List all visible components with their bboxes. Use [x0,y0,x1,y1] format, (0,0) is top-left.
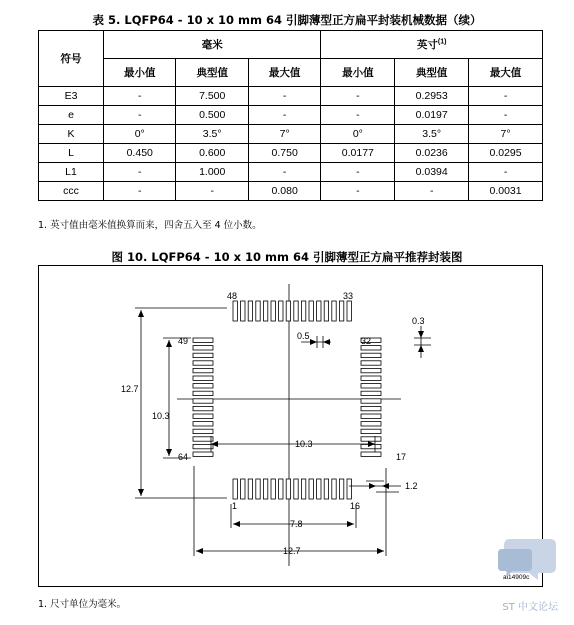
pads-left-column [193,338,213,456]
mechanical-data-table [38,30,543,201]
cell: 3.5° [395,125,469,144]
col-inch-max: 最大值 [469,59,543,87]
table-row [39,125,543,144]
watermark-text: ST 中文论坛 [502,602,558,613]
pin-label-33: 33 [343,291,354,301]
footprint-pad [279,301,283,321]
cell: - [248,87,320,106]
footprint-pad [301,479,305,499]
footprint-pad [361,406,381,410]
footprint-pad [301,301,305,321]
dim-label-pad-length: 1.2 [405,481,418,491]
footprint-pad [193,399,213,403]
footprint-pad [361,346,381,350]
arrow-head [233,521,240,527]
col-mm-typ: 典型值 [176,59,248,87]
arrow-head [382,483,389,489]
cell: E3 [39,87,104,106]
pin-label-1: 1 [232,501,238,511]
cell: - [469,163,543,182]
table-footnote: 1. 英寸值由毫米值换算而来，四舍五入至 4 位小数。 [38,220,262,231]
footprint-pad [361,399,381,403]
footprint-pad [193,346,213,350]
cell: - [104,87,176,106]
footprint-pad [193,414,213,418]
cell: 0.750 [248,144,320,163]
pads-right-column [361,338,381,456]
table-subheader-row [39,59,543,87]
cell: 7° [469,125,543,144]
footprint-pad [279,479,283,499]
cell: ccc [39,182,104,201]
cell: 0° [321,125,395,144]
footprint-pad [271,301,275,321]
table-header-row [39,31,543,59]
cell: 0.0177 [321,144,395,163]
footprint-pad [361,429,381,433]
pin-label-17: 17 [396,452,407,462]
col-inch-min: 最小值 [321,59,395,87]
cell: 0.500 [176,106,248,125]
cell: 0.0295 [469,144,543,163]
footprint-pad [193,376,213,380]
footprint-pad [193,429,213,433]
footprint-pad [347,301,351,321]
header-inch: 英寸$^{(1)}$ [321,31,543,59]
footprint-pad [256,301,260,321]
table-row [39,106,543,125]
footprint-pad [317,479,321,499]
cell: 0.080 [248,182,320,201]
header-mm: 毫米 [104,31,321,59]
cell: 0.450 [104,144,176,163]
footprint-pad [193,368,213,372]
pin-label-48: 48 [227,291,238,301]
pin-label-49: 49 [178,336,189,346]
cell: 3.5° [176,125,248,144]
footprint-pad [309,479,313,499]
footprint-pad [193,391,213,395]
footprint-drawing [39,266,542,586]
footprint-pad [256,479,260,499]
cell: - [104,106,176,125]
footprint-pad [193,422,213,426]
cell: - [321,182,395,201]
footprint-pad [361,452,381,456]
footprint-pad [263,479,267,499]
footprint-pad [361,414,381,418]
footprint-pad [317,301,321,321]
table-row [39,182,543,201]
cell: K [39,125,104,144]
cell: 0.0031 [469,182,543,201]
arrow-head [138,489,144,496]
footprint-pad [332,479,336,499]
col-mm-max: 最大值 [248,59,320,87]
dim-label-inner-width: 10.3 [295,439,313,449]
arrow-head [138,310,144,317]
table-row [39,144,543,163]
footprint-pad [241,479,245,499]
cell: 0.0236 [395,144,469,163]
pads-bottom-row [233,479,351,499]
footprint-pad [339,301,343,321]
arrow-head [310,339,317,345]
footprint-pad [361,368,381,372]
arrow-head [418,345,424,352]
cell: - [104,182,176,201]
arrow-head [347,521,354,527]
footprint-pad [361,437,381,441]
pin-label-32: 32 [361,336,372,346]
cell: - [176,182,248,201]
footprint-pad [193,437,213,441]
dim-label-inner-height: 10.3 [152,411,170,421]
footprint-pad [361,384,381,388]
dim-label-pitch: 0.5 [297,331,310,341]
footprint-pad [193,353,213,357]
cell: - [321,87,395,106]
footprint-pad [361,376,381,380]
cell: - [395,182,469,201]
cell: 0.2953 [395,87,469,106]
arrow-head [323,339,330,345]
table-row [39,87,543,106]
cell: L [39,144,104,163]
cell: - [321,163,395,182]
arrow-head [166,340,172,347]
footprint-pad [248,301,252,321]
cell: e [39,106,104,125]
footprint-pad [193,444,213,448]
footprint-pad [233,479,237,499]
footprint-pad [361,353,381,357]
cell: 0.0197 [395,106,469,125]
pads-top-row [233,301,351,321]
footprint-pad [233,301,237,321]
cell: - [104,163,176,182]
arrow-head [166,449,172,456]
pin-label-64: 64 [178,452,189,462]
footprint-pad [361,361,381,365]
table-caption: 表 5. LQFP64 - 10 x 10 mm 64 引脚薄型正方扁平封装机械数据（续） [92,13,482,27]
footprint-pad [248,479,252,499]
cell: - [469,87,543,106]
pin-label-16: 16 [350,501,361,511]
footprint-pad [324,301,328,321]
footprint-pad [271,479,275,499]
footprint-pad [193,406,213,410]
footprint-pad [241,301,245,321]
footprint-pad [193,384,213,388]
footprint-pad [332,301,336,321]
footprint-pad [193,452,213,456]
figure-footnote: 1. 尺寸单位为毫米。 [38,599,127,610]
dim-label-pad-width: 0.3 [412,316,425,326]
figure-caption: 图 10. LQFP64 - 10 x 10 mm 64 引脚薄型正方扁平推荐封装图 [111,250,463,264]
cell: 7.500 [176,87,248,106]
cell: - [248,163,320,182]
arrow-head [377,548,384,554]
arrow-head [418,331,424,338]
chat-bubble-icon [498,535,558,581]
dim-label-row-span: 7.8 [290,519,303,529]
footprint-pad [286,301,290,321]
footprint-pad [294,301,298,321]
cell: L1 [39,163,104,182]
cell: - [321,106,395,125]
header-symbol: 符号 [39,31,104,87]
arrow-head [369,483,376,489]
footprint-pad [309,301,313,321]
footprint-pad [347,479,351,499]
footprint-figure [38,265,543,587]
footprint-pad [294,479,298,499]
figure-code: ai14909c [503,574,530,581]
cell: - [469,106,543,125]
footprint-pad [286,479,290,499]
footprint-pad [324,479,328,499]
dim-label-outer-width: 12.7 [283,546,301,556]
col-mm-min: 最小值 [104,59,176,87]
cell: - [248,106,320,125]
table-row [39,163,543,182]
dim-label-outer-height: 12.7 [121,384,139,394]
footprint-pad [361,391,381,395]
arrow-head [196,548,203,554]
cell: 0.600 [176,144,248,163]
footprint-pad [361,422,381,426]
cell: 1.000 [176,163,248,182]
footprint-pad [263,301,267,321]
col-inch-typ: 典型值 [395,59,469,87]
footprint-pad [193,361,213,365]
cell: 7° [248,125,320,144]
footprint-pad [193,338,213,342]
cell: 0.0394 [395,163,469,182]
forum-watermark [502,584,558,613]
cell: 0° [104,125,176,144]
footprint-pad [339,479,343,499]
